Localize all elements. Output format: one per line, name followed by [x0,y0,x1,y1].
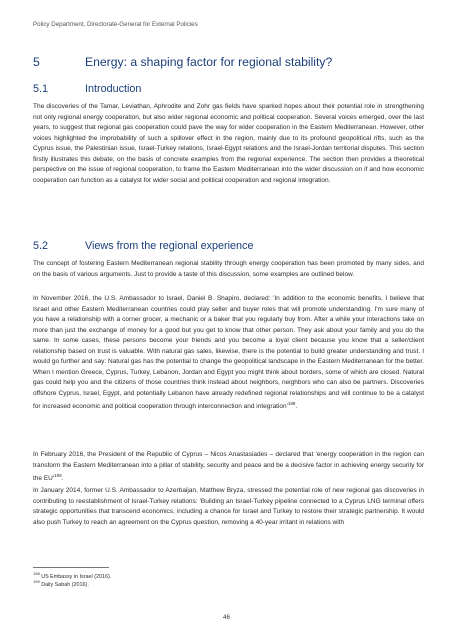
paragraph-bryza: In January 2014, former U.S. Ambassador to Azerbaijan, Matthew Bryza, stressed the potential role of new regional gas discoveries in contributing to reestablishment of Israel-Turkey relations: 'Building an Israel-Turkey pipeline connected to a Cyprus LNG terminal offers strategic opportunities that transcend economics, including a chance for Israel and Turkey to restore their strategic partnership. It would also push Turkey to reach an agreement on the Cyprus question, removing a 40-year irritant in relations with [33,487,424,526]
section-number: 5 [33,55,40,69]
paragraph-text: In November 2016, the U.S. Ambassador to Israel, Daniel B. Shapiro, declared: 'In addition to the economic benefits, I believe that Israel and other Eastern Mediterranean countries could play seller and buyer roles that will promote understanding. I'm sure many of you have a relationship with a corner grocer, a mechanic or a baker that you regularly buy from. After a while your interactions take on more than just the exchange of money for a good but you get to know that other person. They ask about your family and you do the same. In some cases, these persons become your friends and you become a loyal client because you know that a seller/client relationship based on trust is valuable. With natural gas sales, likewise, there is the potential to build greater understanding and trust. I would go further and say: Natural gas has the potential to change the geopolitical landscape in the Eastern Mediterranean for the better. When I mention Greece, Cyprus, Turkey, Lebanon, Jordan and Egypt you might think about borders, some of which are closed. Natural gas could help you and the citizens of those countries think instead about neighbors, neighbors who can also be partners. Discoveries offshore Cyprus, Israel, Egypt, and potentially Lebanon have already redefined regional relationships and will continue to be a catalyst for increased economic and political cooperation through interconnection and integration' [33,295,424,411]
footnote-separator [33,567,109,568]
footnote-text: Daily Sabah (2016). [41,581,89,588]
footnote [33,579,89,588]
footnote-number: 198 [33,571,40,576]
intro-paragraph: The discoveries of the Tamar, Leviathan, Aphrodite and Zohr gas fields have sparked hopes about their potential role in strengthening not only regional energy cooperation, but also wider regional economic and political cooperation. Several voices emerged, over the last years, to suggest that regional gas cooperation could pave the way for wider cooperation in the Eastern Mediterranean. However, other voices highlighted the improbability of such a spillover effect in the region, mainly due to its profound geopolitical rifts, such as the Cyprus issue, the Palestinian issue, Israel-Turkey relations, Israel-Egypt relations and the Israel-Jordan territorial disputes. This section firstly illustrates this debate, on the basis of concrete examples from the regional experience. The section then provides a theoretical perspective on the issue of regional cooperation, to frame the Eastern Mediterranean into the wider discussion on if and how economic cooperation can function as a catalyst for wider social and political cooperation and regional integration. [33,103,424,184]
paragraph-anastasiades: In February 2016, the President of the Republic of Cyprus – Nicos Anastasiades – declared that 'energy cooperation in the region can transform the Eastern Mediterranean into a pillar of stability, security and peace and be a decisive factor in achieving energy security for the $EU'^{199}$. [33,451,424,483]
running-header: Policy Department, Directorate-General for External Policies [33,21,198,28]
footnote-ref[interactable]: 199 [54,473,62,478]
subsection-number: 5.2 [33,240,49,252]
section-title: Energy: a shaping factor for regional stability? [85,55,333,69]
page-number: 46 [223,614,230,621]
subsection-title: Introduction [85,83,142,95]
footnote-ref[interactable]: 198 [287,401,296,406]
subsection-title: Views from the regional experience [85,240,254,252]
section-heading [33,55,433,69]
footnote-text: US Embassy in Israel (2016). [41,573,112,580]
subsection-heading-introduction [33,83,141,95]
paragraph-concept: The concept of fostering Eastern Mediterranean regional stability through energy cooperation has been promoted by many sides, and on the basis of various arguments. Just to provide a taste of this discussion, some examples are outlined below. [33,260,424,278]
paragraph-text: In February 2016, the President of the Republic of Cyprus – Nicos Anastasiades – declared that 'energy cooperation in the region can transform the Eastern Mediterranean into a pillar of stability, security and peace and be a decisive factor in achieving energy security for the EU' [33,451,424,483]
subsection-number: 5.1 [33,83,49,95]
paragraph-shapiro-quote: In November 2016, the U.S. Ambassador to Israel, Daniel B. Shapiro, declared: 'In addition to the economic benefits, I believe that Israel and other Eastern Mediterranean countries could play seller and buyer roles that will promote understanding. I'm sure many of you have a relationship with a corner grocer, a mechanic or a baker that you regularly buy from. After a while your interactions take on more than just the exchange of money for a good but you get to know that other person. They ask about your family and you do the same. In some cases, these persons become your friends and you become a loyal client because you know that a seller/client relationship based on trust is valuable. With natural gas sales, likewise, there is the potential to build greater understanding and trust. I would go further and say: Natural gas has the potential to change the geopolitical landscape in the Eastern Mediterranean for the better. When I mention Greece, Cyprus, Turkey, Lebanon, Jordan and Egypt you might think about borders, some of which are closed. Natural gas could help you and the citizens of those countries think instead about neighbors, neighbors who can also be partners. Discoveries offshore Cyprus, Israel, Egypt, and potentially Lebanon have already redefined regional relationships and will continue to be a catalyst for increased economic and political cooperation through interconnection and $integration'^{198}$. [33,295,424,411]
subsection-heading-regional-experience [33,240,253,252]
footnote-number: 199 [33,579,40,584]
